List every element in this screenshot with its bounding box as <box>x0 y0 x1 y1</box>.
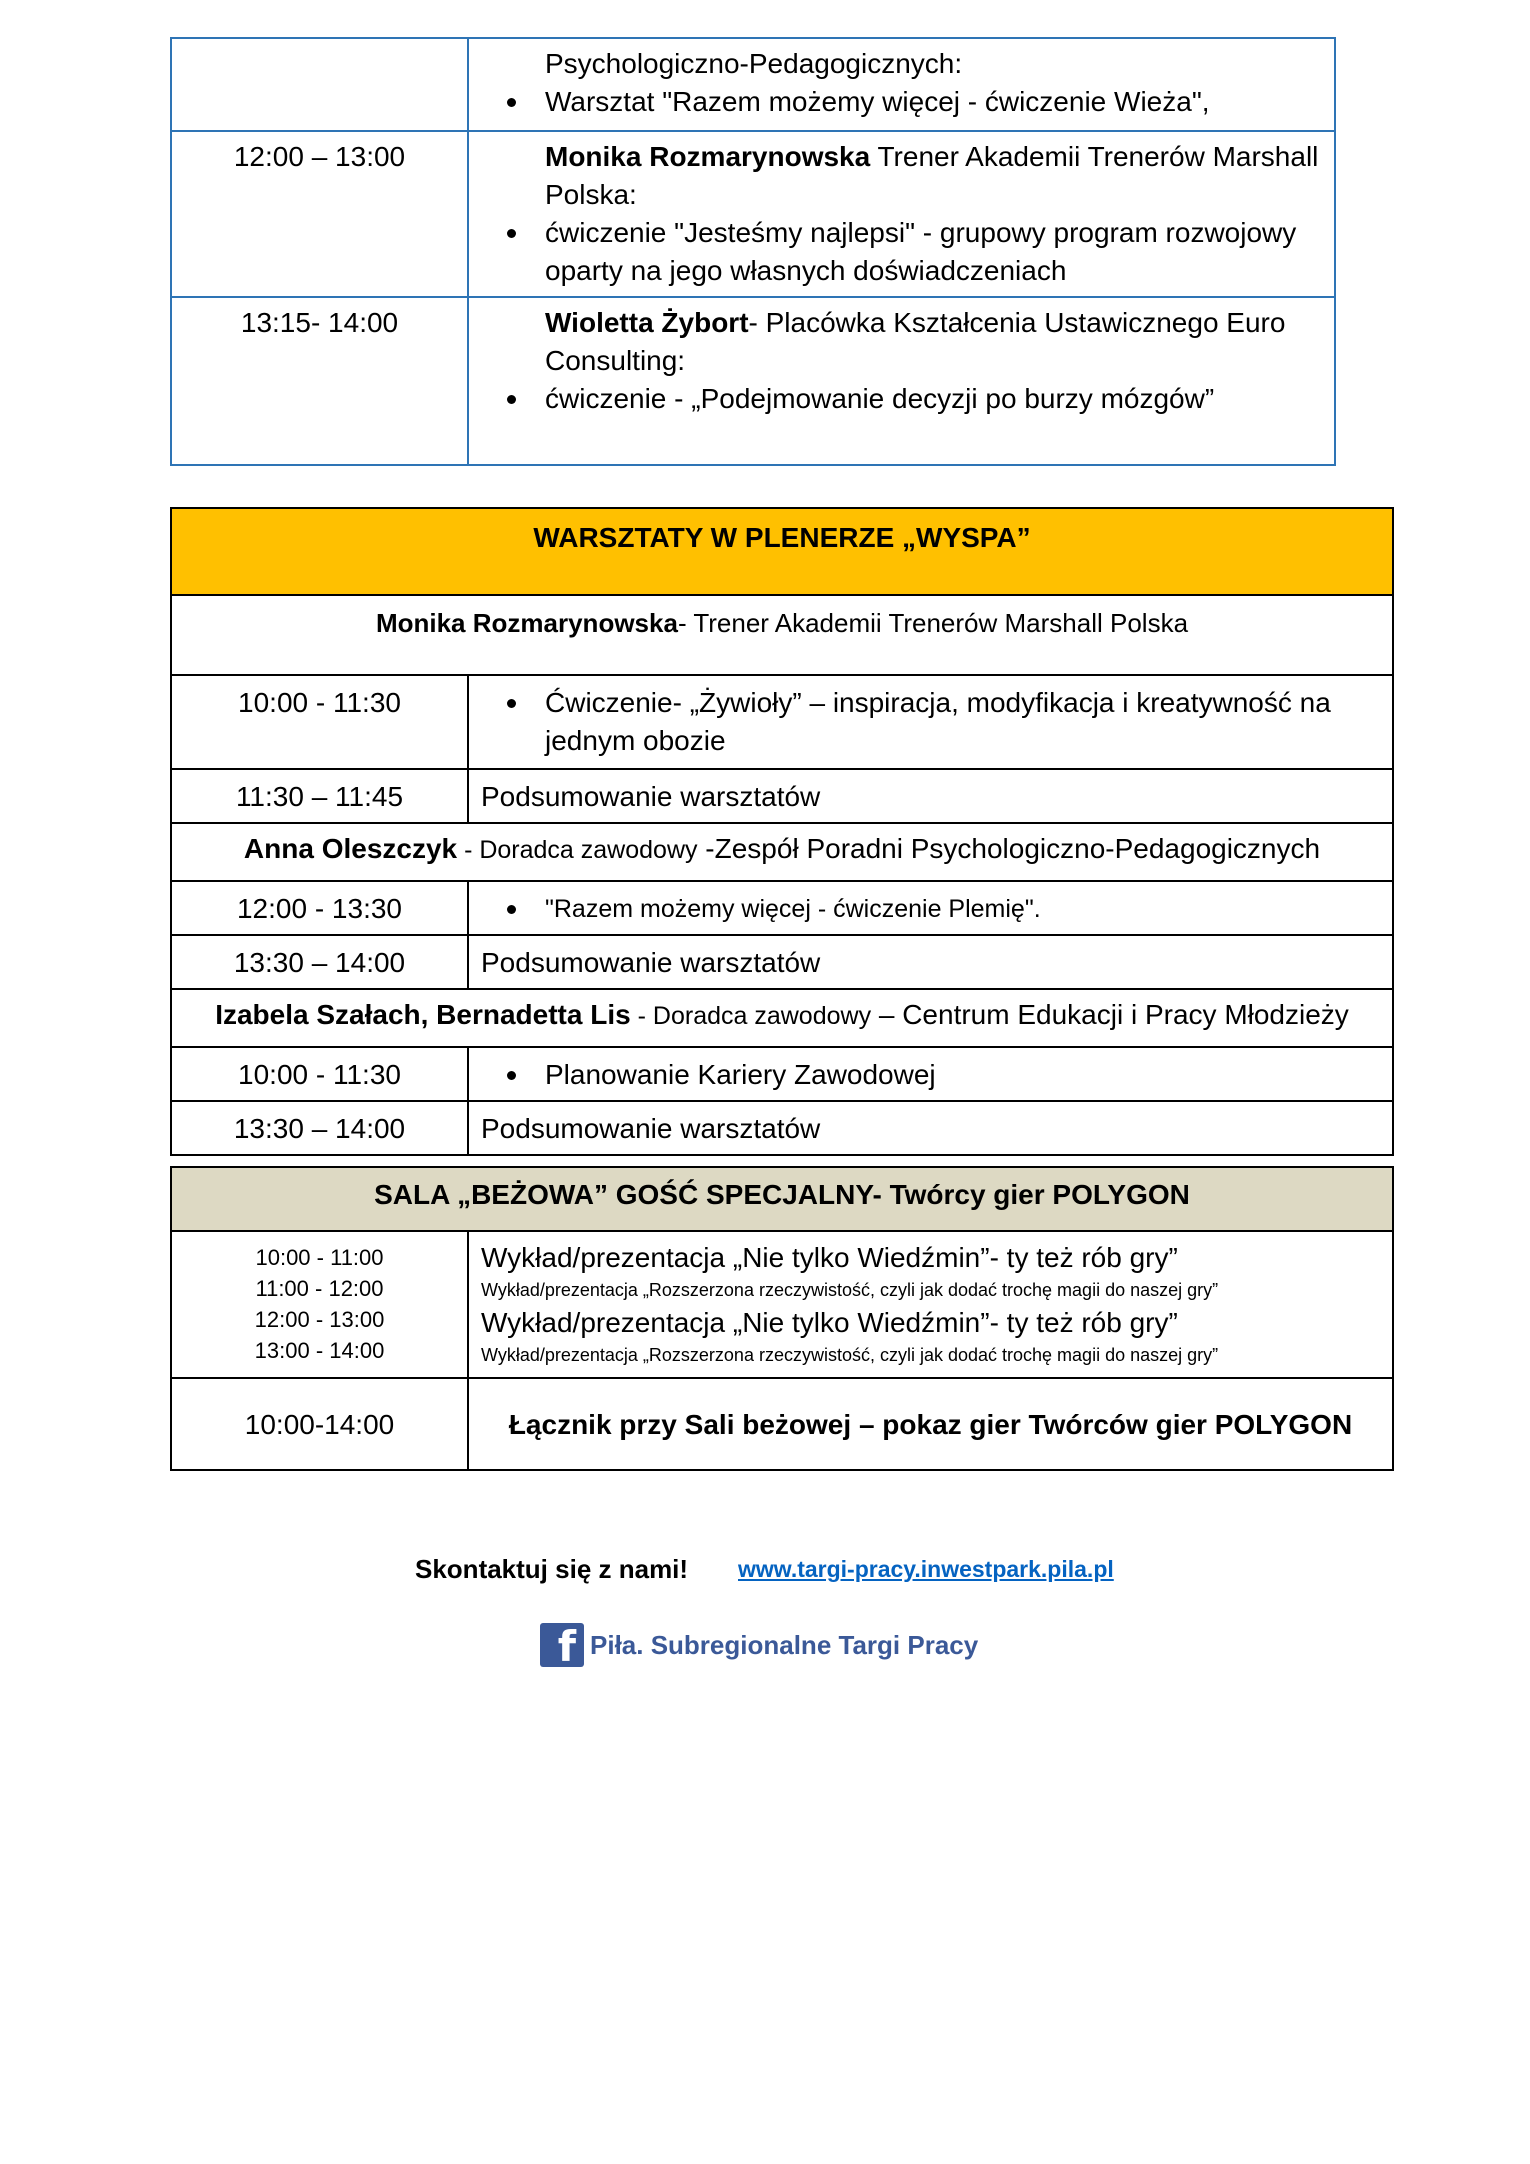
table-row <box>171 675 1393 769</box>
bullet-list <box>469 83 1326 121</box>
table-row <box>171 1047 1393 1101</box>
session-heading: Psychologiczno-Pedagogicznych: <box>545 48 963 79</box>
description-cell <box>468 1047 1393 1101</box>
session-heading: Wioletta Żybort- Placówka Kształcenia Ustawicznego Euro Consulting: <box>545 307 1286 376</box>
section-header: WARSZTATY W PLENERZE „WYSPA” <box>171 508 1393 595</box>
description-cell: Podsumowanie warsztatów <box>468 769 1393 823</box>
website-link[interactable]: www.targi-pracy.inwestpark.pila.pl <box>738 1556 1114 1582</box>
time-slot: 13:00 - 14:00 <box>254 1338 385 1363</box>
table-row <box>171 881 1393 935</box>
time-cell: 12:00 - 13:30 <box>171 881 468 935</box>
lecture-title: Wykład/prezentacja „Rozszerzona rzeczywistość, czyli jak dodać trochę magii do naszej gry” <box>481 1280 1219 1300</box>
schedule-table-1 <box>170 37 1336 466</box>
bullet-list <box>469 380 1326 418</box>
bullet-list <box>469 684 1384 760</box>
list-item: Warsztat "Razem możemy więcej - ćwiczenie Wieża", <box>469 83 1326 121</box>
contact-label: Skontaktuj się z nami! <box>415 1554 689 1584</box>
table-row <box>171 1231 1393 1378</box>
table-row <box>171 297 1335 465</box>
lecture-title: Wykład/prezentacja „Rozszerzona rzeczywistość, czyli jak dodać trochę magii do naszej gry” <box>481 1345 1219 1365</box>
description-cell <box>468 38 1335 131</box>
facebook-link[interactable] <box>540 1622 979 1671</box>
time-cell: 10:00 - 11:30 <box>171 1047 468 1101</box>
session-heading: Monika Rozmarynowska Trener Akademii Trenerów Marshall Polska: <box>545 141 1319 210</box>
facebook-label: Piła. Subregionalne Targi Pracy <box>590 1629 979 1660</box>
table-row <box>171 1101 1393 1155</box>
time-cell <box>171 1231 468 1378</box>
list-item: Ćwiczenie- „Żywioły” – inspiracja, modyfikacja i kreatywność na jednym obozie <box>469 684 1384 760</box>
table-row <box>171 1378 1393 1470</box>
list-item: "Razem możemy więcej - ćwiczenie Plemię". <box>469 890 1384 928</box>
bullet-list <box>469 1056 1384 1094</box>
table-row <box>171 38 1335 131</box>
schedule-table-wyspa <box>170 507 1394 1156</box>
description-cell <box>468 131 1335 297</box>
time-cell: 12:00 – 13:00 <box>171 131 468 297</box>
description-cell: Podsumowanie warsztatów <box>468 935 1393 989</box>
time-slot: 11:00 - 12:00 <box>255 1276 384 1301</box>
description-cell: Podsumowanie warsztatów <box>468 1101 1393 1155</box>
description-cell <box>468 1231 1393 1378</box>
lecture-title: Wykład/prezentacja „Nie tylko Wiedźmin”- ty też rób gry” <box>481 1307 1178 1338</box>
bullet-list <box>469 890 1384 928</box>
time-cell: 13:30 – 14:00 <box>171 935 468 989</box>
schedule-table-bezowa <box>170 1166 1394 1471</box>
table-row <box>171 769 1393 823</box>
section-header: SALA „BEŻOWA” GOŚĆ SPECJALNY- Twórcy gier POLYGON <box>171 1167 1393 1231</box>
time-slot: 12:00 - 13:00 <box>254 1307 385 1332</box>
time-cell: 10:00-14:00 <box>171 1378 468 1470</box>
time-cell: 13:30 – 14:00 <box>171 1101 468 1155</box>
speaker-row: Izabela Szałach, Bernadetta Lis - Doradca zawodowy – Centrum Edukacji i Pracy Młodzieży <box>171 989 1393 1047</box>
table-row <box>171 131 1335 297</box>
description-cell <box>468 675 1393 769</box>
time-cell: 10:00 - 11:30 <box>171 675 468 769</box>
time-slot: 10:00 - 11:00 <box>255 1245 384 1270</box>
list-item: ćwiczenie "Jesteśmy najlepsi" - grupowy program rozwojowy oparty na jego własnych doświadczeniach <box>469 214 1326 290</box>
lecture-title: Wykład/prezentacja „Nie tylko Wiedźmin”- ty też rób gry” <box>481 1242 1178 1273</box>
speaker-row: Anna Oleszczyk - Doradca zawodowy -Zespół Poradni Psychologiczno-Pedagogicznych <box>171 823 1393 881</box>
description-cell <box>468 881 1393 935</box>
table-row <box>171 935 1393 989</box>
time-cell <box>171 38 468 131</box>
bullet-list <box>469 214 1326 290</box>
list-item: ćwiczenie - „Podejmowanie decyzji po burzy mózgów” <box>469 380 1326 418</box>
time-cell: 13:15- 14:00 <box>171 297 468 465</box>
description-cell <box>468 297 1335 465</box>
time-cell: 11:30 – 11:45 <box>171 769 468 823</box>
list-item: Planowanie Kariery Zawodowej <box>469 1056 1384 1094</box>
speaker-row: Monika Rozmarynowska- Trener Akademii Trenerów Marshall Polska <box>171 595 1393 675</box>
description-cell: Łącznik przy Sali beżowej – pokaz gier Twórców gier POLYGON <box>468 1378 1393 1470</box>
facebook-icon: f <box>540 1623 584 1667</box>
